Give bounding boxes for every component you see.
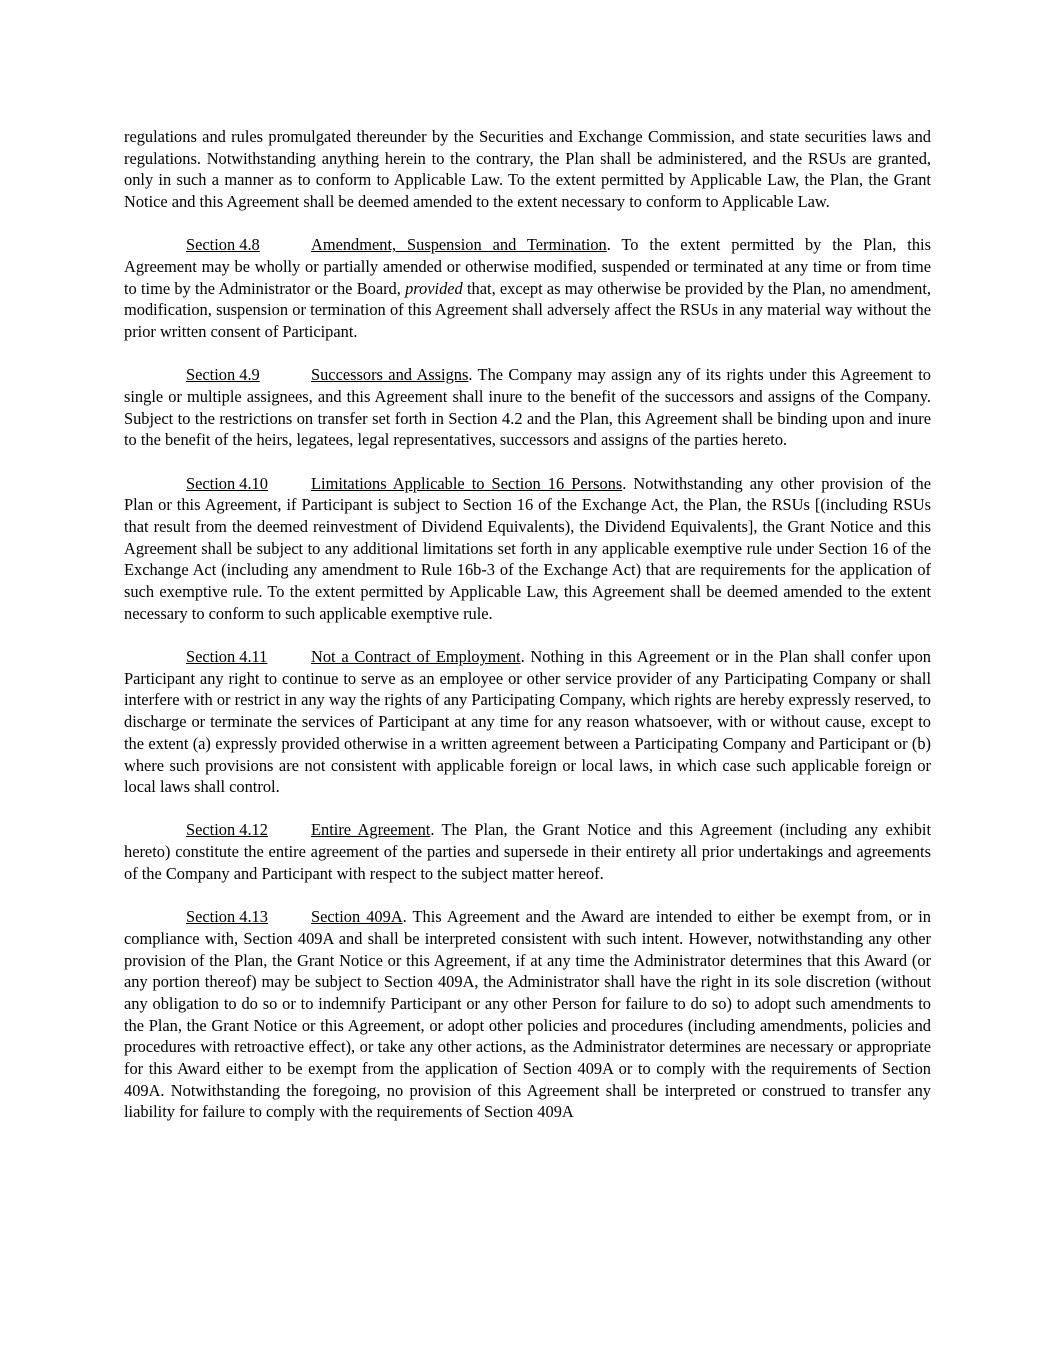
section-4-9-paragraph	[124, 364, 931, 451]
section-body: . The Plan, the Grant Notice and this Agreement (including any exhibit hereto) constitute the entire agreement of the parties and supersede in their entirety all prior undertakings and agreements of the Company and Participant with respect to the subject matter hereof.	[124, 820, 931, 883]
section-number: Section 4.13	[186, 907, 268, 927]
section-body: that, except as may otherwise be provided by the Plan, no amendment, modification, suspension or termination of this Agreement shall adversely affect the RSUs in any material way without the prior written consent of Participant.	[124, 278, 931, 342]
section-number: Section 4.12	[186, 820, 268, 840]
section-title: Successors and Assigns	[311, 365, 469, 385]
section-title: Not a Contract of Employment	[311, 647, 521, 667]
section-title: Limitations Applicable to Section 16 Persons	[311, 473, 623, 493]
section-4-12-paragraph	[124, 819, 931, 884]
section-4-10-paragraph	[124, 473, 931, 625]
section-number: Section 4.8	[186, 235, 260, 255]
section-title: Section 409A	[311, 907, 403, 927]
section-number: Section 4.9	[186, 365, 260, 385]
section-body: . This Agreement and the Award are intended to either be exempt from, or in compliance with, Section 409A and shall be interpreted consistent with such intent. However, notwithstanding any other provision of the Plan, the Grant Notice or this Agreement, if at any time the Administrator determines that this Award (or any portion thereof) may be subject to Section 409A, the Administrator shall have the right in its sole discretion (without any obligation to do so or to indemnify Participant or any other Person for failure to do so) to adopt such amendments to the Plan, the Grant Notice or this Agreement, or adopt other policies and procedures (including amendments, policies and procedures with retroactive effect), or take any other actions, as the Administrator determines are necessary or appropriate for this Award either to be exempt from the application of Section 409A or to comply with the requirements of Section 409A. Notwithstanding the foregoing, no provision of this Agreement shall be interpreted or construed to transfer any liability for failure to comply with the requirements of Section 409A	[124, 907, 932, 1122]
document-page	[124, 126, 931, 1123]
section-body-italic: provided	[405, 278, 463, 298]
section-number: Section 4.10	[186, 473, 268, 493]
section-title: Entire Agreement	[311, 820, 431, 840]
section-4-8-paragraph	[124, 234, 931, 343]
intro-paragraph: regulations and rules promulgated thereunder by the Securities and Exchange Commission, and state securities laws and regulations. Notwithstanding anything herein to the contrary, the Plan shall be administered, and the RSUs are granted, only in such a manner as to conform to Applicable Law. To the extent permitted by Applicable Law, the Plan, the Grant Notice and this Agreement shall be deemed amended to the extent necessary to conform to Applicable Law.	[124, 127, 931, 212]
section-body: . The Company may assign any of its rights under this Agreement to single or multiple assignees, and this Agreement shall inure to the benefit of the successors and assigns of the Company. Subject to the restrictions on transfer set forth in Section 4.2 and the Plan, this Agreement shall be binding upon and inure to the benefit of the heirs, legatees, legal representatives, successors and assigns of the parties hereto.	[124, 365, 931, 450]
section-body: . Nothing in this Agreement or in the Plan shall confer upon Participant any right to continue to serve as an employee or other service provider of any Participating Company or shall interfere with or restrict in any way the rights of any Participating Company, which rights are hereby expressly reserved, to discharge or terminate the services of Participant at any time for any reason whatsoever, with or without cause, except to the extent (a) expressly provided otherwise in a written agreement between a Participating Company and Participant or (b) where such provisions are not consistent with applicable foreign or local laws, in which case such applicable foreign or local laws shall control.	[124, 647, 931, 797]
section-body: . Notwithstanding any other provision of the Plan or this Agreement, if Participant is subject to Section 16 of the Exchange Act, the Plan, the RSUs [(including RSUs that result from the deemed reinvestment of Dividend Equivalents), the Dividend Equivalents], the Grant Notice and this Agreement shall be subject to any additional limitations set forth in any applicable exemptive rule under Section 16 of the Exchange Act (including any amendment to Rule 16b-3 of the Exchange Act) that are requirements for the application of such exemptive rule. To the extent permitted by Applicable Law, this Agreement shall be deemed amended to the extent necessary to conform to such applicable exemptive rule.	[124, 473, 931, 623]
section-4-13-paragraph	[124, 906, 931, 1123]
section-number: Section 4.11	[186, 647, 268, 667]
section-body: . To the extent permitted by the Plan, this Agreement may be wholly or partially amended or otherwise modified, suspended or terminated at any time or from time to time by the Administrator or the Board,	[124, 235, 931, 298]
section-title: Amendment, Suspension and Termination	[311, 235, 607, 255]
section-4-11-paragraph	[124, 646, 931, 798]
